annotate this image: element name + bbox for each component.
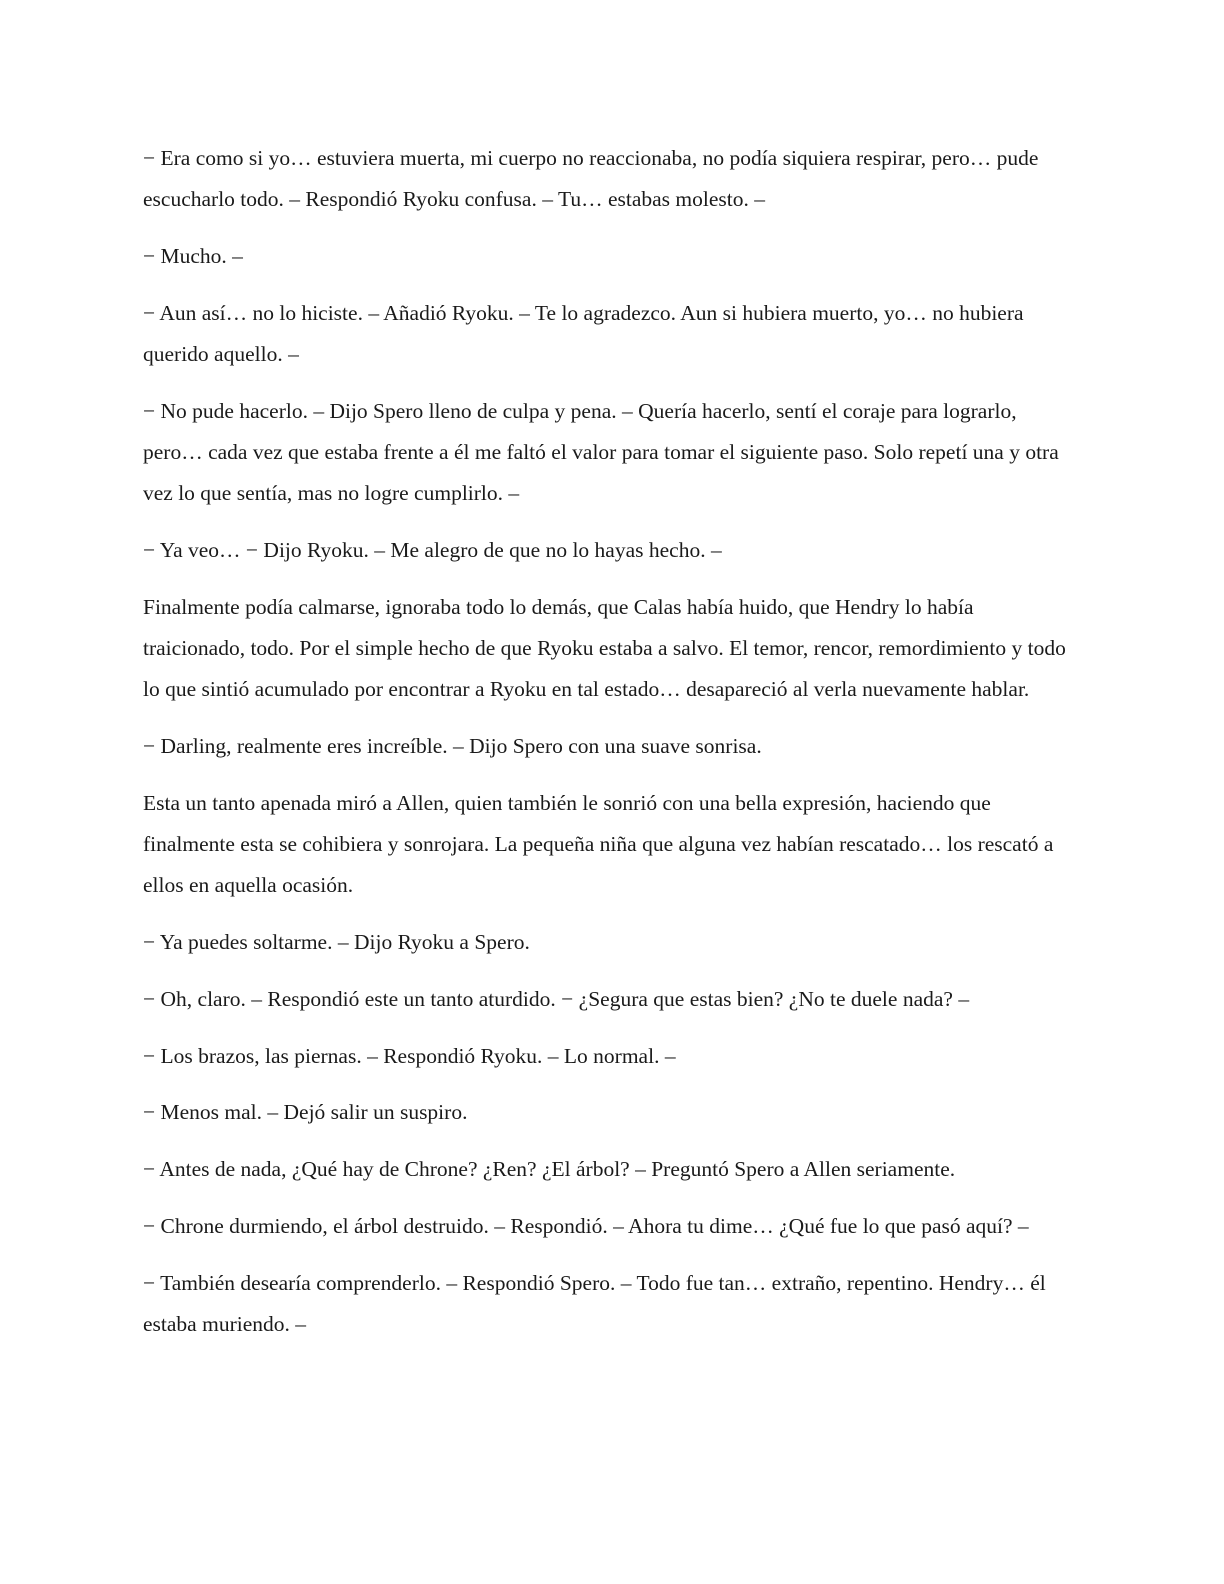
paragraph-6: Finalmente podía calmarse, ignoraba todo lo demás, que Calas había huido, que Hendry lo había traicionado, todo. Por el simple hecho de que Ryoku estaba a salvo. El temor, rencor, remordimiento y todo lo que sintió acumulado por encontrar a Ryoku en tal estado… desapareció al verla nuevamente hablar. — [143, 594, 1066, 702]
document-body — [143, 138, 1073, 1361]
paragraph-13: − Antes de nada, ¿Qué hay de Chrone? ¿Ren? ¿El árbol? – Preguntó Spero a Allen seriamente. — [143, 1157, 956, 1182]
paragraph-5: − Ya veo… − Dijo Ryoku. – Me alegro de que no lo hayas hecho. – — [143, 538, 722, 562]
paragraph-7: − Darling, realmente eres increíble. – Dijo Spero con una suave sonrisa. — [143, 734, 762, 758]
paragraph-8: Esta un tanto apenada miró a Allen, quien también le sonrió con una bella expresión, haciendo que finalmente esta se cohibiera y sonrojara. La pequeña niña que alguna vez habían rescatado… los rescató a ellos en aquella ocasión. — [143, 790, 1054, 898]
paragraph-9: − Ya puedes soltarme. – Dijo Ryoku a Spero. — [143, 930, 530, 954]
paragraph-10: − Oh, claro. – Respondió este un tanto aturdido. − ¿Segura que estas bien? ¿No te duele nada? – — [143, 986, 970, 1011]
paragraph-2: − Mucho. – — [143, 244, 243, 268]
paragraph-1: − Era como si yo… estuviera muerta, mi cuerpo no reaccionaba, no podía siquiera respirar, pero… pude escucharlo todo. – Respondió Ryoku confusa. – Tu… estabas molesto. – — [143, 146, 1039, 212]
paragraph-11: − Los brazos, las piernas. – Respondió Ryoku. – Lo normal. – — [143, 1043, 676, 1068]
paragraph-4: − No pude hacerlo. – Dijo Spero lleno de culpa y pena. – Quería hacerlo, sentí el coraje para lograrlo, pero… cada vez que estaba frente a él me faltó el valor para tomar el siguiente paso. Solo repetí una y otra vez lo que sentía, mas no logre cumplirlo. – — [143, 398, 1059, 506]
paragraph-12: − Menos mal. – Dejó salir un suspiro. — [143, 1100, 468, 1125]
paragraph-15: − También desearía comprenderlo. – Respondió Spero. – Todo fue tan… extraño, repentino. Hendry… él estaba muriendo. – — [143, 1270, 1046, 1336]
paragraph-14: − Chrone durmiendo, el árbol destruido. – Respondió. – Ahora tu dime… ¿Qué fue lo que pasó aquí? – — [143, 1213, 1029, 1238]
paragraph-3: − Aun así… no lo hiciste. – Añadió Ryoku. – Te lo agradezco. Aun si hubiera muerto, yo… no hubiera querido aquello. – — [143, 300, 1024, 366]
